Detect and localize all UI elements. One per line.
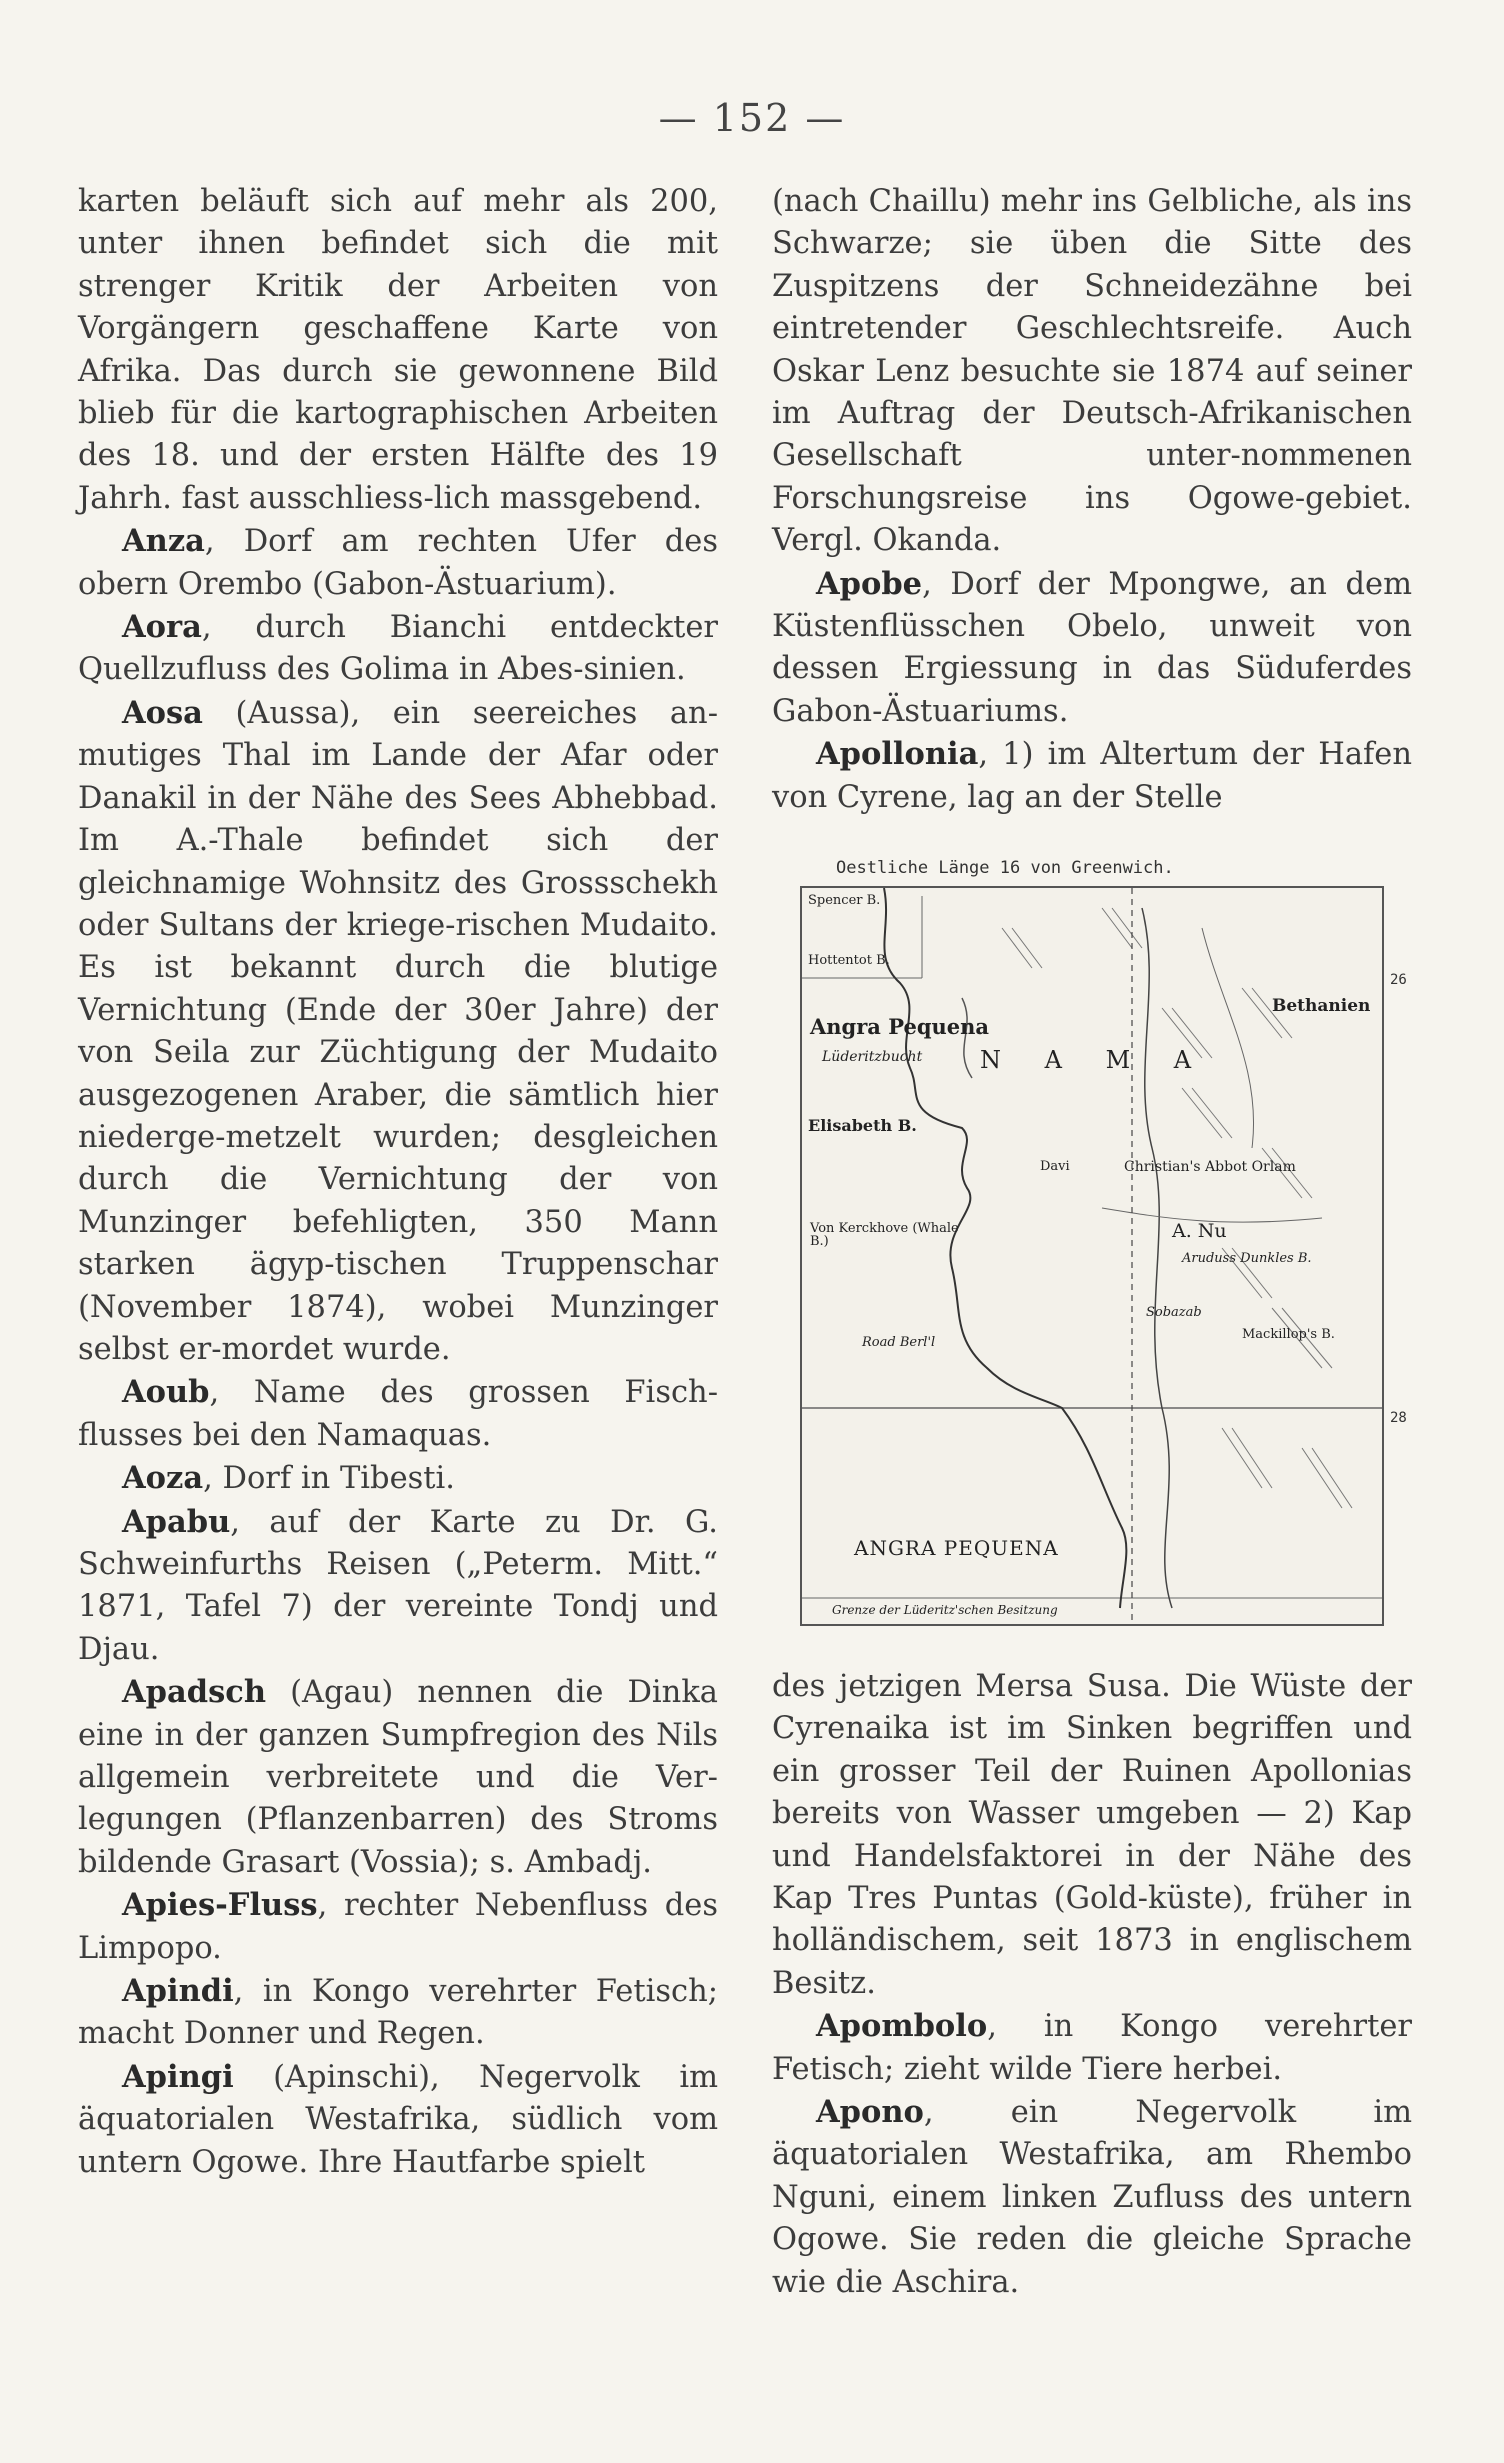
entry-text: , Dorf der Mpongwe, an dem Küstenflüsschen Obelo, unweit von dessen Ergiessung in das Süduferdes Gabon-Ästuariums. — [772, 566, 1412, 729]
label-spencer-bay: Spencer B. — [808, 893, 881, 908]
label-hottentot-bay: Hottentot B. — [808, 953, 890, 968]
right-column-top — [772, 180, 1412, 819]
map-frame — [800, 886, 1407, 1626]
entry-headword: Aoza — [122, 1460, 204, 1497]
label-luderitzbucht: Lüderitzbucht — [822, 1049, 923, 1065]
label-von-kerckhove: Von Kerckhove (Whale B.) — [810, 1221, 959, 1249]
entry-text: , Dorf am rechten Ufer des obern Orembo (Gabon-Ästuarium). — [78, 524, 718, 602]
dictionary-entry — [772, 733, 1412, 819]
dictionary-entry — [78, 1371, 718, 1457]
entry-headword: Aosa — [122, 694, 203, 731]
entry-headword: Apingi — [122, 2058, 234, 2095]
entry-text: , Dorf in Tibesti. — [203, 1461, 455, 1497]
label-aus: A. Nu — [1172, 1220, 1227, 1242]
dictionary-entry — [78, 520, 718, 606]
page-number: — 152 — — [658, 96, 846, 140]
label-angra-pequena: Angra Pequena — [810, 1014, 990, 1039]
entry-text: des jetzigen Mersa Susa. Die Wüste der Cyrenaika ist im Sinken begriffen und ein grosser Teil der Ruinen Apollonias bereits von Wasser umgeben — 2) Kap und Handelsfaktorei in der Nähe des Kap Tres Puntas (Gold-küste), früher in holländischem, seit 1873 in englischem Besitz. — [772, 1669, 1412, 2001]
left-column — [78, 180, 718, 2184]
dictionary-entry — [78, 1457, 718, 1500]
label-sobazab: Sobazab — [1146, 1305, 1202, 1320]
entry-text: , 1) im Altertum der Hafen von Cyrene, lag an der Stelle — [772, 737, 1412, 815]
label-christians: Christian's Abbot Orlam — [1124, 1159, 1296, 1175]
dictionary-entry — [78, 1671, 718, 1884]
entry-headword: Apono — [816, 2094, 924, 2131]
dictionary-entry — [78, 180, 718, 520]
dictionary-entry — [772, 2091, 1412, 2304]
entry-headword: Apadsch — [122, 1674, 266, 1711]
right-column-bottom — [772, 1665, 1412, 2304]
label-davis: Davi — [1040, 1159, 1070, 1174]
dictionary-entry — [78, 1970, 718, 2056]
entry-headword: Apollonia — [816, 736, 979, 773]
entry-text: karten beläuft sich auf mehr als 200, unter ihnen befindet sich die mit strenger Kritik der Arbeiten von Vorgängern geschaffene Karte von Afrika. Das durch sie gewonnene Bild blieb für die kartographischen Arbeiten des 18. und der ersten Hälfte des 19 Jahrh. fast ausschliess-lich massgebend. — [78, 184, 718, 516]
map-caption: Oestliche Länge 16 von Greenwich. — [836, 858, 1174, 878]
map-figure-angra-pequena — [800, 858, 1407, 1638]
lat-mark-28: 28 — [1390, 1410, 1407, 1426]
entry-text: , durch Bianchi entdeckter Quellzufluss des Golima in Abes-sinien. — [78, 610, 718, 688]
entry-headword: Apobe — [816, 565, 923, 602]
label-elisabeth-bay: Elisabeth B. — [808, 1116, 917, 1135]
dictionary-entry — [78, 2056, 718, 2184]
label-namaqua: N A M A — [980, 1046, 1210, 1074]
label-daunas: Aruduss Dunkles B. — [1182, 1251, 1312, 1266]
entry-headword: Aora — [122, 609, 202, 646]
entry-text: (nach Chaillu) mehr ins Gelbliche, als ins Schwarze; sie üben die Sitte des Zuspitzens der Schneidezähne bei eintretender Geschlechtsreife. Auch Oskar Lenz besuchte sie 1874 auf seiner im Auftrag der Deutsch-Afrikanischen Gesellschaft unter-nommenen Forschungsreise ins Ogowe-gebiet. Vergl. Okanda. — [772, 184, 1412, 559]
dictionary-entry — [78, 1884, 718, 1970]
label-road: Road Berl'l — [862, 1335, 936, 1350]
entry-text: (Aussa), ein seereiches an-mutiges Thal im Lande der Afar oder Danakil in der Nähe des Sees Abhebbad. Im A.-Thale befindet sich der gleichnamige Wohnsitz des Grossschekh oder Sultans der kriege-rischen Mudaito. Es ist bekannt durch die blutige Vernichtung (Ende der 30er Jahre) der von Seila zur Züchtigung der Mudaito ausgezogenen Araber, die sämtlich hier niederge-metzelt wurden; desgleichen durch die Vernichtung der von Munzinger befehligten, 350 Mann starken ägyp-tischen Truppenschar (November 1874), wobei Munzinger selbst er-mordet wurde. — [78, 695, 718, 1367]
entry-text: , in Kongo verehrter Fetisch; macht Donner und Regen. — [78, 1974, 718, 2052]
label-mackillop: Mackillop's B. — [1242, 1327, 1335, 1342]
dictionary-entry — [772, 2005, 1412, 2091]
dictionary-entry — [772, 1665, 1412, 2005]
entry-text: (Agau) nennen die Dinka eine in der ganzen Sumpfregion des Nils allgemein verbreitete und die Ver-legungen (Pflanzenbarren) des Stroms bildende Grasart (Vossia); s. Ambadj. — [78, 1675, 718, 1880]
entry-text: , in Kongo verehrter Fetisch; zieht wilde Tiere herbei. — [772, 2009, 1412, 2087]
dictionary-entry — [772, 563, 1412, 734]
entry-headword: Anza — [122, 523, 205, 560]
dictionary-entry — [78, 1501, 718, 1672]
entry-headword: Apies-Fluss — [122, 1887, 318, 1924]
label-angra-pequena-bottom: ANGRA PEQUENA — [854, 1536, 1059, 1560]
dictionary-entry — [78, 606, 718, 692]
lat-mark-26: 26 — [1390, 972, 1407, 988]
entry-text: , ein Negervolk im äquatorialen Westafrika, am Rhembo Nguni, einem linken Zufluss des untern Ogowe. Sie reden die gleiche Sprache wie die Aschira. — [772, 2095, 1412, 2300]
entry-headword: Apombolo — [816, 2008, 988, 2045]
entry-text: , Name des grossen Fisch-flusses bei den Namaquas. — [78, 1375, 718, 1453]
entry-headword: Apindi — [122, 1973, 234, 2010]
label-bethanien: Bethanien — [1272, 996, 1371, 1016]
entry-headword: Aoub — [122, 1374, 210, 1411]
entry-text: (Apinschi), Negervolk im äquatorialen Westafrika, südlich vom untern Ogowe. Ihre Hautfarbe spielt — [78, 2059, 718, 2180]
entry-text: , auf der Karte zu Dr. G. Schweinfurths Reisen („Peterm. Mitt.“ 1871, Tafel 7) der vereinte Tondj und Djau. — [78, 1504, 718, 1667]
dictionary-entry — [772, 180, 1412, 563]
entry-text: , rechter Nebenfluss des Limpopo. — [78, 1888, 718, 1966]
dictionary-entry — [78, 692, 718, 1372]
entry-headword: Apabu — [122, 1503, 231, 1540]
label-border: Grenze der Lüderitz'schen Besitzung — [832, 1603, 1058, 1617]
